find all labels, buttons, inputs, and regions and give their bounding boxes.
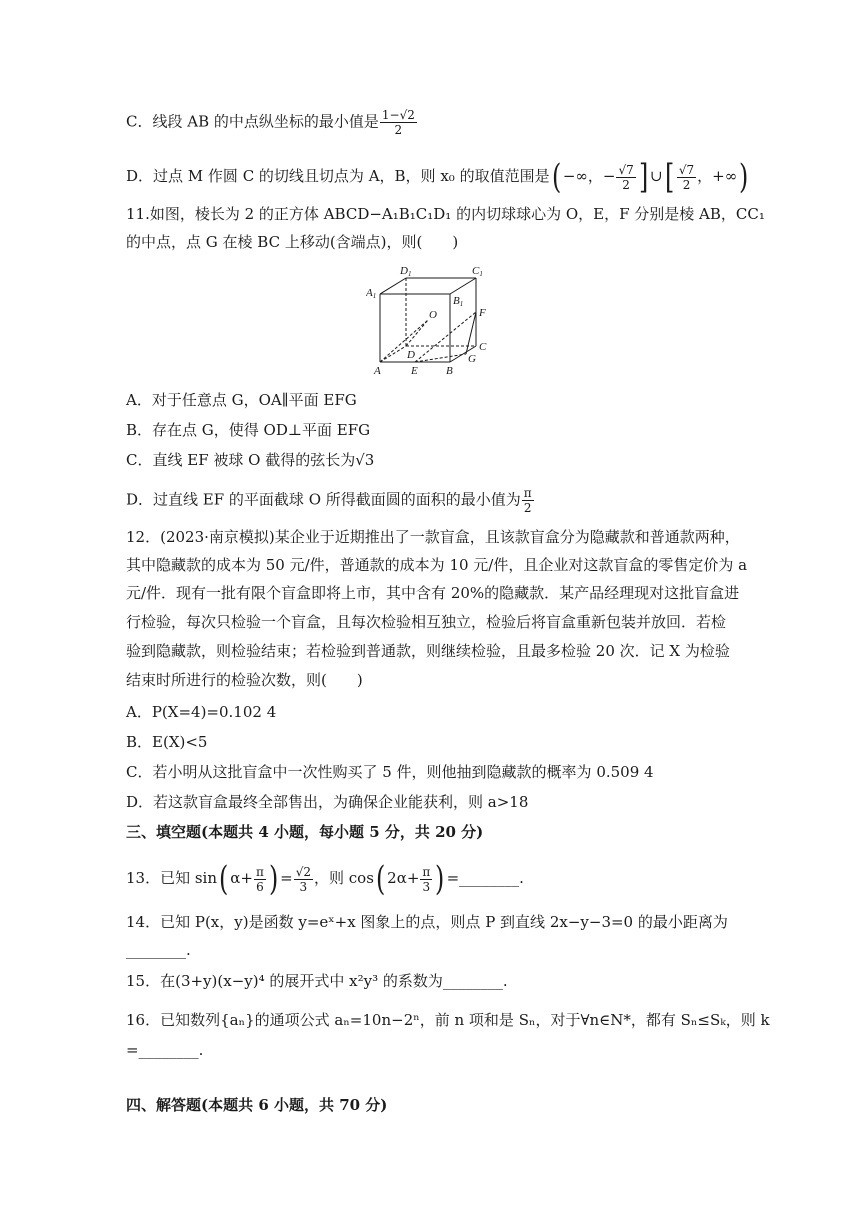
label-d: D xyxy=(407,349,415,361)
label-c1: C1 xyxy=(472,265,483,278)
frac-num: π xyxy=(422,864,431,879)
frac xyxy=(522,486,534,515)
q10-option-d xyxy=(126,157,751,197)
q10-option-c xyxy=(126,108,418,137)
interval-part: −∞，− xyxy=(562,167,616,185)
frac-den: 2 xyxy=(394,123,403,137)
q12-line4: 行检验，每次只检验一个盲盒，且每次检验相互独立，检验后将盲盒重新包装并放回．若检 xyxy=(126,613,727,631)
label-e: E xyxy=(411,365,418,377)
label-o: O xyxy=(429,309,437,321)
label-f: F xyxy=(479,307,486,319)
q10-option-c-text: C．线段 AB 的中点纵坐标的最小值是 xyxy=(126,112,379,131)
q13-mid: ，则 cos xyxy=(314,869,374,887)
frac-den: 3 xyxy=(422,879,431,894)
q12-line2: 其中隐藏款的成本为 50 元/件，普通款的成本为 10 元/件，且企业对这款盲盒的零售定价为 a xyxy=(126,556,748,574)
left-paren: ( xyxy=(375,859,386,899)
union-sign: ∪ xyxy=(650,167,663,185)
right-bracket: ) xyxy=(739,157,749,197)
equals: = xyxy=(280,869,293,887)
q14-line1: 14．已知 P(x，y)是函数 y=eˣ+x 图象上的点，则点 P 到直线 2x−y−3=0 的最小距离为 xyxy=(126,913,728,931)
frac-num: 1−√2 xyxy=(381,108,415,122)
q15: 15．在(3+y)(x−y)⁴ 的展开式中 x²y³ 的系数为________. xyxy=(126,972,508,990)
q12-line5: 验到隐藏款，则检验结束；若检验到普通款，则继续检验，且最多检验 20 次．记 X 为检验 xyxy=(126,642,730,660)
frac xyxy=(677,163,696,192)
q11-option-d-text: D．过直线 EF 的平面截球 O 所得截面圆的面积的最小值为 xyxy=(126,490,521,509)
section-4-heading: 四、解答题(本题共 6 小题，共 70 分) xyxy=(126,1096,388,1114)
label-b1: B1 xyxy=(453,295,464,308)
q11-option-a: A．对于任意点 G，OA∥平面 EFG xyxy=(126,391,357,409)
q13-pre: 13．已知 sin xyxy=(126,869,218,887)
q11-stem-line1: 11.如图，棱长为 2 的正方体 ABCD−A₁B₁C₁D₁ 的内切球球心为 O，E，F 分别是棱 AB，CC₁ xyxy=(126,205,765,223)
q12-option-a: A．P(X=4)=0.102 4 xyxy=(126,703,277,721)
frac-num: √2 xyxy=(295,864,311,879)
frac-den: 6 xyxy=(256,879,264,894)
label-c: C xyxy=(479,341,487,353)
left-bracket: [ xyxy=(664,157,674,197)
label-g: G xyxy=(468,353,476,365)
q13-post: =________. xyxy=(446,869,524,887)
frac xyxy=(254,865,266,894)
q12-line1: 12．(2023·南京模拟)某企业于近期推出了一款盲盒，且该款盲盒分为隐藏款和普通款两种， xyxy=(126,528,740,546)
right-paren: ) xyxy=(435,859,445,899)
q16-line2: =________. xyxy=(126,1041,204,1059)
q16-line1: 16．已知数列{aₙ}的通项公式 aₙ=10n−2ⁿ，前 n 项和是 Sₙ，对于∀n∈N*，都有 Sₙ≤Sₖ，则 k xyxy=(126,1011,770,1029)
q11-option-b: B．存在点 G，使得 OD⊥平面 EFG xyxy=(126,421,371,439)
right-bracket: ] xyxy=(638,157,649,197)
q12-option-c: C．若小明从这批盲盒中一次性购买了 5 件，则他抽到隐藏款的概率为 0.509 4 xyxy=(126,763,654,781)
q11-stem-line2: 的中点，点 G 在棱 BC 上移动(含端点)，则( ) xyxy=(126,233,459,251)
left-paren: ( xyxy=(219,859,229,899)
cube-figure xyxy=(366,262,506,378)
label-a1: A1 xyxy=(366,287,377,300)
q13-inner2: 2α+ xyxy=(387,869,420,887)
label-a: A xyxy=(374,365,381,377)
frac-den: 3 xyxy=(299,879,308,894)
q10-option-d-text: D．过点 M 作圆 C 的切线且切点为 A，B，则 x₀ 的取值范围是 xyxy=(126,167,550,185)
section-3-heading: 三、填空题(本题共 4 小题，每小题 5 分，共 20 分) xyxy=(126,823,484,841)
label-b: B xyxy=(446,365,453,377)
frac-den: 2 xyxy=(622,177,630,192)
q14-line2: ________. xyxy=(126,941,191,959)
interval-part: ，+∞ xyxy=(697,167,738,185)
q12-option-d: D．若这款盲盒最终全部售出，为确保企业能获利，则 a>18 xyxy=(126,793,529,811)
q12-line6: 结束时所进行的检验次数，则( ) xyxy=(126,671,363,689)
frac xyxy=(616,163,635,192)
q10-option-c-fraction xyxy=(380,108,417,137)
frac-den: 2 xyxy=(682,177,691,192)
frac-num: √7 xyxy=(678,162,695,177)
q11-option-d xyxy=(126,486,535,515)
label-d1: D1 xyxy=(400,265,412,278)
q12-line3: 元/件．现有一批有限个盲盒即将上市，其中含有 20%的隐藏款．某产品经理现对这批盲盒进 xyxy=(126,584,740,602)
right-paren: ) xyxy=(268,859,279,899)
frac-num: π xyxy=(523,486,532,500)
frac xyxy=(420,865,432,894)
frac xyxy=(294,865,313,894)
frac-den: 2 xyxy=(523,501,532,515)
q11-option-c: C．直线 EF 被球 O 截得的弦长为√3 xyxy=(126,451,375,469)
q13 xyxy=(126,859,524,899)
frac-num: π xyxy=(255,864,264,879)
left-bracket: ( xyxy=(551,157,561,197)
q12-option-b: B．E(X)<5 xyxy=(126,733,208,751)
q13-inner1: α+ xyxy=(230,869,253,887)
frac-num: √7 xyxy=(618,162,634,177)
